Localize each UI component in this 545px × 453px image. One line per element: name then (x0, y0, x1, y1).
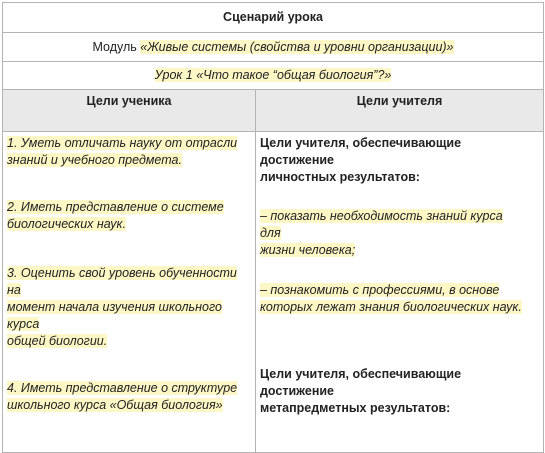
title-row (3, 3, 544, 33)
lesson-title: Урок 1 «Что такое “общая биология”?» (154, 68, 392, 82)
teacher-goal-1: – показать необходимость знаний курса для жизни человека; (260, 209, 503, 257)
meta-results-heading: Цели учителя, обеспечивающие достижение метапредметных результатов: (260, 367, 462, 415)
teacher-goals-header: Цели учителя (256, 90, 544, 132)
lesson-row (3, 62, 544, 90)
student-goal-3: 3. Оценить свой уровень обученности на момент начала изучения школьного курса общей биологии. (7, 266, 237, 348)
student-goal-2: 2. Иметь представление о системе биологических наук. (7, 200, 224, 231)
table-title: Сценарий урока (3, 3, 544, 33)
student-goal-4: 4. Иметь представление о структуре школьного курса «Общая биология» (7, 381, 238, 412)
student-goals-cell (3, 132, 256, 453)
student-goals-header: Цели ученика (3, 90, 256, 132)
lesson-cell (3, 62, 544, 90)
module-row (3, 33, 544, 62)
teacher-goal-2: – познакомить с профессиями, в основе которых лежат знания биологических наук. (260, 283, 522, 314)
header-row (3, 90, 544, 132)
module-name: «Живые системы (свойства и уровни организации)» (140, 39, 454, 54)
goals-row (3, 132, 544, 453)
module-prefix: Модуль (92, 39, 141, 54)
lesson-scenario-table (2, 2, 544, 453)
teacher-goals-cell (256, 132, 544, 453)
student-goal-1: 1. Уметь отличать науку от отрасли знаний и учебного предмета. (7, 136, 238, 167)
module-cell (3, 33, 544, 62)
personal-results-heading: Цели учителя, обеспечивающие достижение личностных результатов: (260, 136, 462, 184)
